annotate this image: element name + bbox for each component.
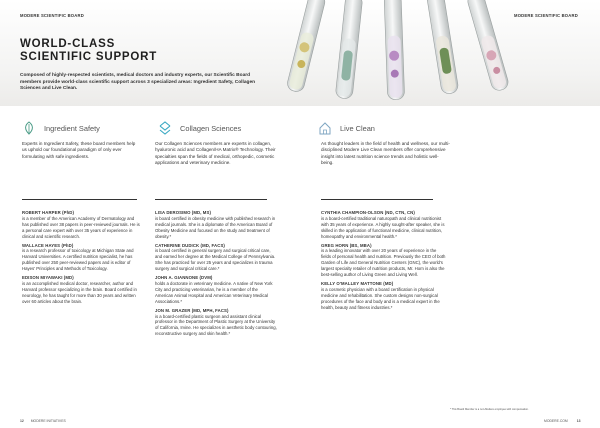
section-title-ingredient-safety: Ingredient Safety bbox=[44, 123, 100, 133]
section-header-ingredient-safety bbox=[22, 120, 100, 136]
header-label-right: MODERE SCIENTIFIC BOARD bbox=[514, 13, 578, 18]
bios-live-clean bbox=[321, 210, 447, 314]
house-icon bbox=[318, 121, 332, 135]
bio-entry bbox=[321, 281, 447, 311]
leaf-icon bbox=[22, 121, 36, 135]
bio-name: KELLY O'MALLEY MATTONE (MD) bbox=[321, 280, 394, 286]
page-title bbox=[20, 38, 157, 64]
bio-entry bbox=[22, 243, 140, 273]
bio-entry bbox=[155, 210, 277, 240]
bio-entry bbox=[321, 210, 447, 240]
title-line-2: SCIENTIFIC SUPPORT bbox=[20, 51, 158, 63]
bio-text: is a leading innovator with over 20 years of experience in the fields of personal health and nutrition. Previously the CEO of both Garden of Life and General Nutrition Centers (GNC), the world's largest specialty retailer of nutrition products, Mr. Horn is also the best-selling author of Living Green and Living Well. bbox=[321, 248, 446, 278]
divider bbox=[155, 199, 267, 200]
bio-name: ROBERT HARPER (PhD) bbox=[22, 210, 75, 215]
bio-name: JOHN A. GIANNONE (DVM) bbox=[155, 275, 213, 281]
section-title-live-clean: Live Clean bbox=[340, 123, 375, 133]
bio-name: GREG HORN (BS, MBA) bbox=[321, 242, 372, 248]
bio-entry bbox=[155, 308, 277, 338]
bio-name: CATHERINE DUDICK (MD, FACS) bbox=[155, 242, 225, 248]
collagen-icon bbox=[158, 121, 172, 135]
bio-name: EDISON MIYAWAKI (MD) bbox=[22, 275, 74, 281]
bio-text: is board certified in general surgery and surgical critical care, and earned her degree at the Medical College of Pennsylvania. She has practiced for over 25 years and specializes in trauma surgery and surgical critical care.* bbox=[155, 248, 276, 272]
bio-entry bbox=[155, 275, 277, 305]
footer-text: MODERE INITIATIVES bbox=[30, 419, 66, 423]
bio-text: holds a doctorate in veterinary medicine. A native of New York City and practicing veterinarian, he is a member of the American Animal Hospital and American Veterinary Medical Associations.* bbox=[155, 280, 273, 304]
section-header-collagen-sciences bbox=[158, 120, 241, 136]
bio-text: is a research professor of toxicology at Michigan State and Harvard Universities. A certified nutrition specialist, he has published over 250 peer-reviewed papers and is editor of Hayes' Principles and Methods of Toxicology. bbox=[22, 248, 134, 272]
bio-entry bbox=[22, 275, 140, 305]
header-label-left: MODERE SCIENTIFIC BOARD bbox=[20, 13, 84, 18]
section-title-collagen-sciences: Collagen Sciences bbox=[180, 123, 242, 133]
bios-collagen-sciences bbox=[155, 210, 277, 340]
title-line-1: WORLD-CLASS bbox=[20, 38, 116, 50]
page-number: 12 bbox=[20, 419, 24, 423]
bio-entry bbox=[22, 210, 140, 240]
footer-link[interactable]: MODERE.COM bbox=[544, 419, 568, 423]
footer-right bbox=[544, 419, 586, 423]
bio-text: is a cosmetic physician with a board certification in physical medicine and rehabilitation. She custom designs non-surgical procedures of the face and body and is a medical expert in the health, beauty and fitness industries.* bbox=[321, 286, 440, 310]
bio-name: JON M. GRAZER (MD, MPH, FACS) bbox=[155, 307, 229, 313]
intro-text: Composed of highly-respected scientists, medical doctors and industry experts, our Scientific Board members provide world-class scientific support across 3 specialized areas: Ingredient Safety, Collagen Sciences and Live Clean. bbox=[20, 73, 256, 92]
bio-text: is a board-certified traditional naturopath and clinical nutritionist with 35 years of experience. A highly sought-after speaker, she is skilled in the application of functional medicine, clinical nutrition, homeopathy and environmental health.* bbox=[321, 215, 445, 239]
bio-name: WALLACE HAYES (PhD) bbox=[22, 242, 74, 248]
footer-left bbox=[20, 419, 66, 423]
description-collagen-sciences: Our Collagen Sciences members are experts in collagen, hyaluronic acid and Collagen/HA Matrix® Technology. Their specialties span the fields of medical, orthopedic, cosmetic applications and veterinary medicine. bbox=[155, 141, 276, 166]
bio-text: is a member of the American Academy of Dermatology and has published over 38 papers in peer-reviewed journals. He is a personal care expert with over 35 years of experience in clinical and scientific research. bbox=[22, 215, 140, 239]
test-tubes-image bbox=[282, 0, 512, 108]
description-live-clean: As thought leaders in the field of health and wellness, our multi-disciplined Modere Live Clean members offer comprehensive insight into latest nutrition science trends and holistic well-being. bbox=[321, 141, 450, 166]
divider bbox=[321, 199, 433, 200]
bio-text: is an accomplished medical doctor, researcher, author and Harvard professor specializing in the brain. Board certified in neurology, he has taught for more than 30 years and written over 60 articles about the brain. bbox=[22, 280, 137, 304]
bios-ingredient-safety bbox=[22, 210, 140, 308]
bio-name: LISA DEROSIMO (MD, MS) bbox=[155, 210, 211, 215]
section-header-live-clean bbox=[318, 120, 375, 136]
bio-entry bbox=[155, 243, 277, 273]
description-ingredient-safety: Experts in Ingredient Safety, these board members help us uphold our foundational paradigm of only ever formulating with safe ingredients. bbox=[22, 141, 136, 159]
bio-name: CYNTHIA CHAMPION-OLSON (ND, CTN, CN) bbox=[321, 210, 415, 215]
page-number: 13 bbox=[576, 419, 581, 423]
footnote: * This Board Member is a non-Modere employee with compensation. bbox=[450, 408, 529, 411]
bio-text: is a board-certified plastic surgeon and assistant clinical professor in the Department of Plastic Surgery at the University of California, Irvine. He specializes in aesthetic body contouring, reconstructive surgery and skin health.* bbox=[155, 313, 277, 337]
divider bbox=[22, 199, 137, 200]
bio-entry bbox=[321, 243, 447, 278]
bio-text: is board certified in obesity medicine with published research in medical journals. She is a diplomate of the American Board of Obesity Medicine and focused on the study and treatment of obesity.* bbox=[155, 215, 276, 239]
